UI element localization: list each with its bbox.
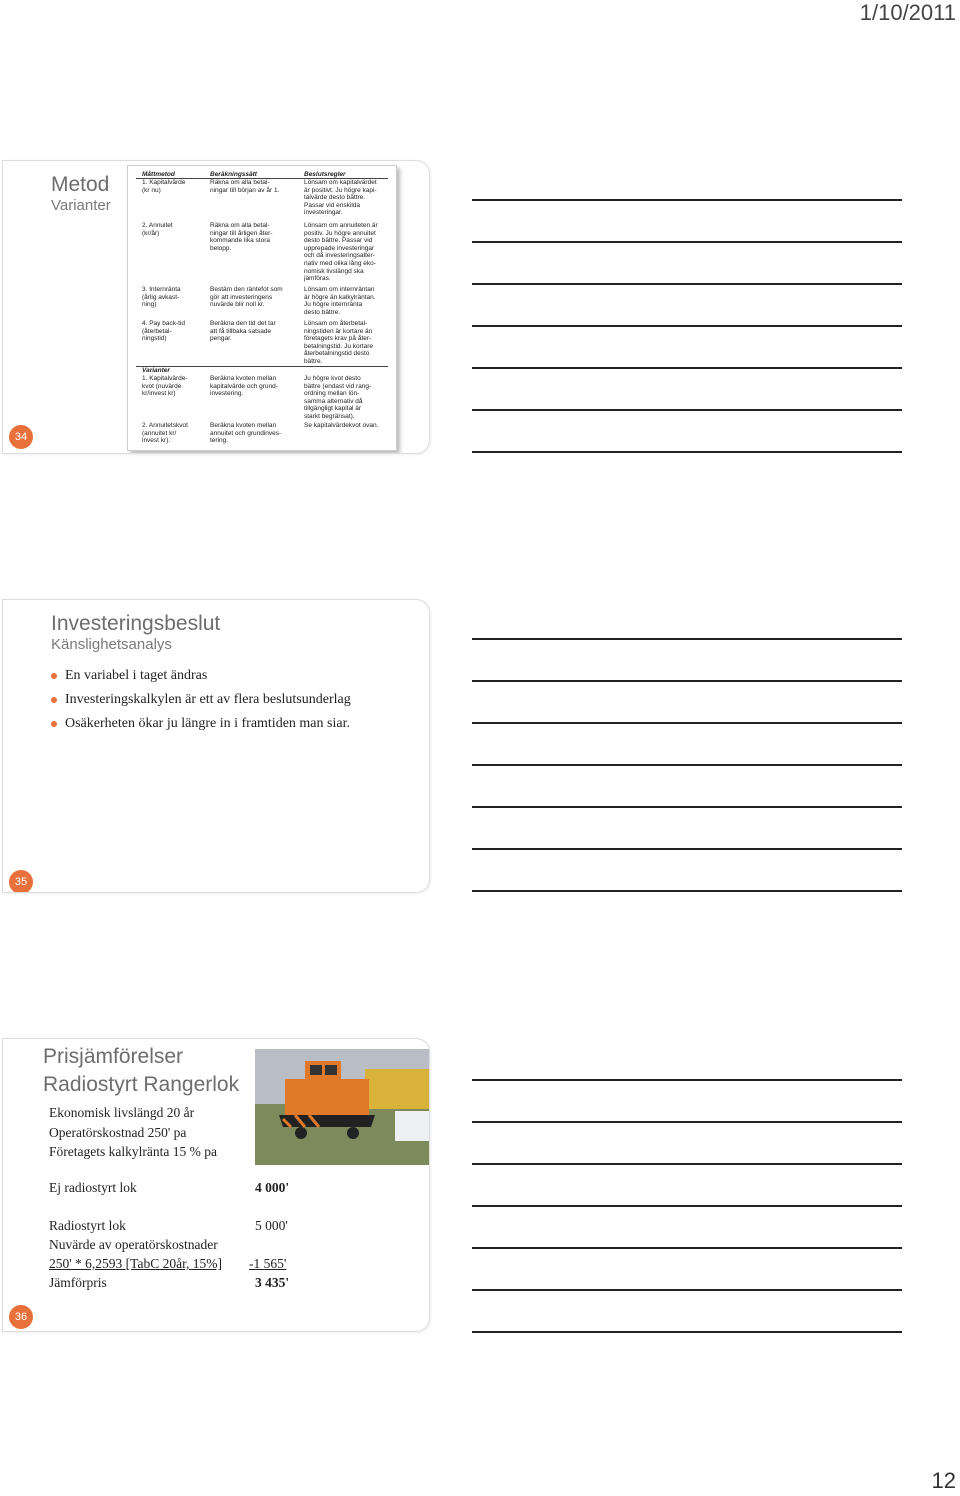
slide-title: Prisjämförelser (43, 1045, 184, 1068)
slide-36 (2, 1038, 430, 1332)
bullet-list (51, 664, 351, 736)
row-label: Jämförpris (49, 1275, 107, 1290)
page-number: 12 (931, 1468, 956, 1493)
list-item: En variabel i taget ändras (51, 664, 351, 688)
slide-title: Metod (51, 173, 110, 196)
slide-heading (43, 1043, 239, 1099)
table-cell: Lönsam om internräntan är högre än kalkylräntan. Ju högre internränta desto bättre. (304, 286, 376, 316)
table-cell: Räkna om alla betal- ningar till början av år 1. (210, 179, 280, 194)
slide-number-badge: 36 (9, 1305, 33, 1329)
table-cell: 4. Pay back-tid (återbetal- ningstid) (142, 320, 185, 343)
table-rule (136, 366, 388, 367)
table-cell: Lönsam om återbetal- ningstiden är kortare än företagets krav på åter- betalningstid. Ju kortare återbetalningstid desto bättre. (304, 320, 374, 365)
slide-subtitle: Varianter (51, 197, 111, 214)
table-cell: Räkna om alla betal- ningar till årligen åter- kommande lika stora belopp. (210, 222, 273, 252)
table-cell: 2. Annuitetskvot (annuitet kr/ invest kr). (142, 422, 188, 445)
parameters (49, 1103, 217, 1162)
row-value: 4 000' (255, 1180, 290, 1195)
table-cell: 3. Internränta (årlig avkast- ning) (142, 286, 181, 309)
table-cell: 1. Kapitalvärde- kvot (nuvärde kr/invest kr) (142, 375, 188, 398)
variants-header: Varianter (142, 367, 170, 374)
slide-heading (51, 612, 220, 654)
row-value: 3 435' (255, 1275, 290, 1290)
slide-subtitle: Radiostyrt Rangerlok (43, 1073, 240, 1096)
slide-34 (2, 160, 430, 454)
table-header-1: Måttmetod (142, 171, 175, 178)
notes-lines-36 (472, 1079, 902, 1373)
table-cell: Bestäm den räntefot som gör att investeringens nuvärde blir noll kr. (210, 286, 283, 309)
row-value: -1 565' (249, 1256, 287, 1271)
row-label: Ej radiostyrt lok (49, 1180, 137, 1195)
param-line: Företagets kalkylränta 15 % pa (49, 1144, 217, 1159)
table-cell: Lönsam om annuiteten är positiv. Ju högre annuitet desto bättre. Passar vid upprepade investeringar och då investeringsalter- nativ med olika lång eko- nomisk livslängd ska jämföras. (304, 222, 378, 283)
table-cell: Ju högre kvot desto bättre (endast vid rang- ordning mellan lön- samma alternativ då tillgängligt kapital är starkt begränsat). (304, 375, 372, 420)
slide-35 (2, 599, 430, 893)
slide-subtitle: Känslighetsanalys (51, 636, 172, 653)
row-label: Radiostyrt lok (49, 1218, 126, 1233)
table-cell: Se kapitalvärdekvot ovan. (304, 422, 379, 429)
notes-lines-35 (472, 638, 902, 932)
table-cell: Lönsam om kapitalvärdet är positivt. Ju högre kapi- talvärde desto bättre. Passar vid enskilda investeringar. (304, 179, 377, 217)
slide-title: Investeringsbeslut (51, 612, 221, 635)
slide-number-badge: 34 (9, 425, 33, 449)
table-cell: Beräkna kvoten mellan kapitalvärde och grund- investering. (210, 375, 278, 398)
param-line: Operatörskostnad 250' pa (49, 1124, 187, 1140)
row-value: 5 000' (255, 1218, 288, 1233)
slide-number-badge: 35 (9, 870, 33, 893)
locomotive-photo (255, 1049, 429, 1165)
locomotive-illustration (255, 1049, 429, 1165)
row-label: Nuvärde av operatörskostnader (49, 1237, 218, 1252)
table-cell: Beräkna kvoten mellan annuitet och grundinves- tering. (210, 422, 282, 445)
table-cell: Beräkna den tid det tar att få tillbaka satsade pengar. (210, 320, 276, 343)
notes-lines-34 (472, 199, 902, 493)
date-header: 1/10/2011 (859, 0, 956, 25)
table-cell: 2. Annuitet (kr/år) (142, 222, 173, 237)
list-item: Osäkerheten ökar ju längre in i framtiden man siar. (51, 712, 351, 736)
table-header-3: Beslutsregler (304, 171, 346, 178)
row-label: 250' * 6,2593 [TabC 20år, 15%] (49, 1256, 223, 1271)
investment-methods-table (127, 165, 397, 451)
param-line: Ekonomisk livslängd 20 år (49, 1105, 195, 1120)
table-cell: 1. Kapitalvärde (kr nu) (142, 179, 186, 194)
table-header-2: Beräkningssätt (210, 171, 257, 178)
slide-heading (51, 173, 111, 215)
list-item: Investeringskalkylen är ett av flera beslutsunderlag (51, 688, 351, 712)
